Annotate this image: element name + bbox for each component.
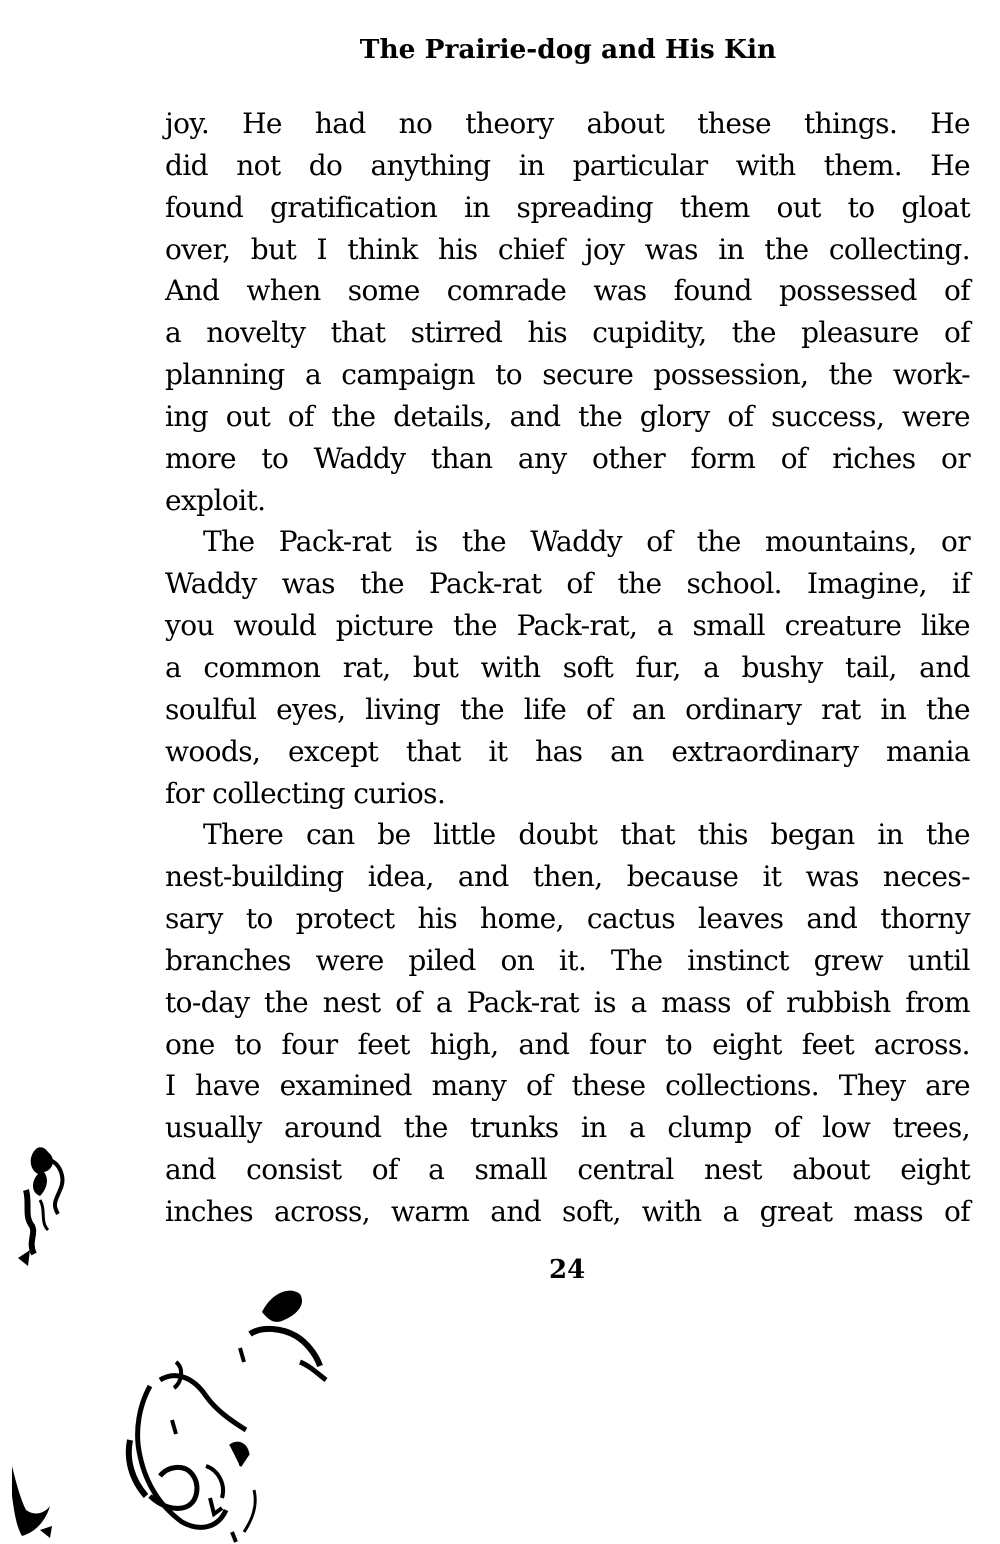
text-line: Waddy was the Pack-rat of the school. Imagine, if <box>165 567 970 601</box>
text-line: exploit. <box>165 483 266 517</box>
text-line: nest-building idea, and then, because it was neces- <box>165 860 970 894</box>
text-line: one to four feet high, and four to eight feet across. <box>165 1027 970 1061</box>
text-line: more to Waddy than any other form of riches or <box>165 441 970 475</box>
text-line: There can be little doubt that this began in the <box>203 818 970 852</box>
text-line: and consist of a small central nest about eight <box>165 1153 970 1187</box>
text-line: inches across, warm and soft, with a great mass of <box>165 1194 970 1228</box>
text-line: I have examined many of these collections. They are <box>165 1069 970 1103</box>
text-line: over, but I think his chief joy was in the collecting. <box>165 232 970 266</box>
text-line: to-day the nest of a Pack-rat is a mass of rubbish from <box>165 985 970 1019</box>
text-line: for collecting curios. <box>165 776 446 810</box>
text-line: ing out of the details, and the glory of success, were <box>165 399 970 433</box>
running-title: The Prairie-dog and His Kin <box>359 34 777 65</box>
text-line: joy. He had no theory about these things. He <box>165 107 970 140</box>
pack-rat-sketch-icon <box>0 1270 360 1544</box>
text-line: a novelty that stirred his cupidity, the pleasure of <box>165 316 970 350</box>
text-line: woods, except that it has an extraordinary mania <box>165 734 970 768</box>
text-line: usually around the trunks in a clump of low trees, <box>165 1111 970 1145</box>
text-line: sary to protect his home, cactus leaves and thorny <box>165 902 970 936</box>
text-line: The Pack-rat is the Waddy of the mountains, or <box>203 525 970 559</box>
text-line: branches were piled on it. The instinct grew until <box>165 943 970 977</box>
body-text <box>165 103 970 1233</box>
text-line: found gratification in spreading them out to gloat <box>165 190 970 224</box>
text-line: a common rat, but with soft fur, a bushy tail, and <box>165 650 970 684</box>
text-line: planning a campaign to secure possession, the work- <box>165 358 970 392</box>
text-line: did not do anything in particular with them. He <box>165 148 970 182</box>
margin-sketch-icon <box>10 1130 80 1270</box>
text-line: you would picture the Pack-rat, a small creature like <box>165 609 970 643</box>
text-line: soulful eyes, living the life of an ordinary rat in the <box>165 692 970 726</box>
page-number: 24 <box>549 1255 586 1285</box>
text-line: And when some comrade was found possessed of <box>165 274 970 308</box>
